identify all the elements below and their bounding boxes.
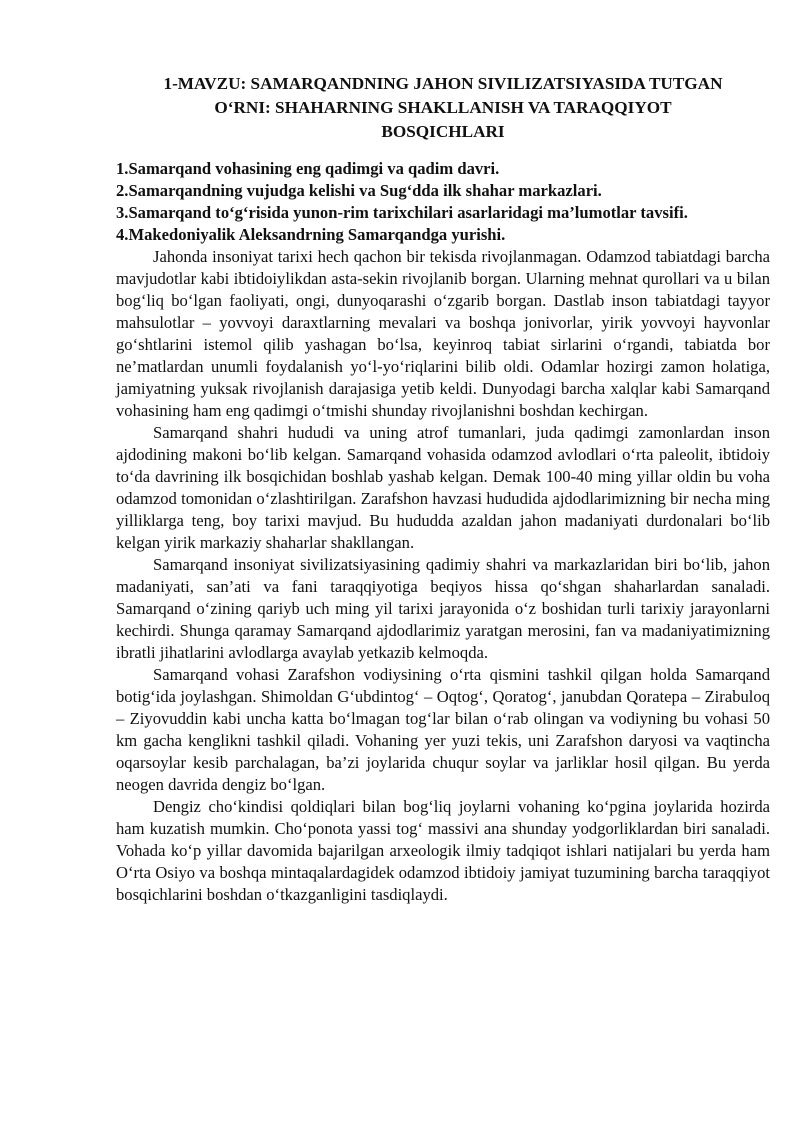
paragraph: Dengiz cho‘kindisi qoldiqlari bilan bog‘liq joylarni vohaning ko‘pgina joylarida hozirda ham kuzatish mumkin. Cho‘ponota yassi tog‘ massivi ana shunday yodgorliklardan biri sanaladi. Vohada ko‘p yillar davomida bajarilgan arxeologik ilmiy tadqiqot ishlari natijalari bu yerda ham O‘rta Osiyo va boshqa mintaqalardagidek odamzod ibtidoiy jamiyat tuzumining barcha taraqqiyot bosqichlarini boshdan o‘tkazganligini tasdiqlaydi. bbox=[116, 797, 770, 904]
topic-item: 4.Makedoniyalik Aleksandrning Samarqandga yurishi. bbox=[116, 225, 506, 244]
paragraph: Jahonda insoniyat tarixi hech qachon bir tekisda rivojlanmagan. Odamzod tabiatdagi barcha mavjudotlar kabi ibtidoiylikdan asta-sekin rivojlanib borgan. Ularning mehnat qurollari va u bilan bog‘liq bo‘lgan faoliyati, ongi, dunyoqarashi o‘zgarib borgan. Dastlab inson tabiatdagi tayyor mahsulotlar – yovvoyi daraxtlarning mevalari va boshqa jonivorlar, yirik yovvoyi hayvonlar go‘shtlarini istemol qilib yashagan bo‘lsa, keyinroq tabiat sirlarini o‘rgandi, tabiatda bor ne’matlardan unumli foydalanish yo‘l-yo‘riqlarini bilib oldi. Odamlar hozirgi zamon holatiga, jamiyatning yuksak rivojlanish darajasiga yetib keldi. Dunyodagi barcha xalqlar kabi Samarqand vohasining ham eng qadimgi o‘tmishi shunday rivojlanishni boshdan kechirgan. bbox=[116, 247, 770, 420]
document-title bbox=[116, 72, 770, 144]
topic-item: 3.Samarqand to‘g‘risida yunon-rim tarixchilari asarlaridagi ma’lumotlar tavsifi. bbox=[116, 203, 688, 222]
paragraph: Samarqand vohasi Zarafshon vodiysining o‘rta qismini tashkil qilgan holda Samarqand botig‘ida joylashgan. Shimoldan G‘ubdintog‘ – Oqtog‘, Qoratog‘, janubdan Qoratepa – Zirabuloq – Ziyovuddin kabi uncha katta bo‘lmagan tog‘lar bilan o‘rab olingan va vodiyning bu vohasi 50 km gacha kenglikni tashkil qiladi. Vohaning yer yuzi tekis, uni Zarafshon daryosi va vaqtincha oqarsoylar kesib parchalagan, ba’zi joylarida chuqur soylar va jarliklar hosil qilgan. Bu yerda neogen davrida dengiz bo‘lgan. bbox=[116, 665, 770, 794]
topic-item: 2.Samarqandning vujudga kelishi va Sug‘dda ilk shahar markazlari. bbox=[116, 181, 602, 200]
topic-list bbox=[116, 158, 770, 246]
body-text bbox=[116, 246, 770, 906]
title-line: BOSQICHLARI bbox=[381, 122, 505, 141]
document-page bbox=[116, 72, 770, 906]
topic-item: 1.Samarqand vohasining eng qadimgi va qadim davri. bbox=[116, 159, 500, 178]
paragraph: Samarqand shahri hududi va uning atrof tumanlari, juda qadimgi zamonlardan inson ajdodining makoni bo‘lib kelgan. Samarqand vohasida odamzod avlodlari o‘rta paleolit, ibtidoiy to‘da davrining ilk bosqichidan boshlab yashab kelgan. Demak 100-40 ming yillar oldin bu voha odamzod tomonidan o‘zlashtirilgan. Zarafshon havzasi hududida ajdodlarimizning bir necha ming yilliklarga teng, boy tarixi mavjud. Bu hududda azaldan jahon madaniyati durdonalari bo‘lib kelgan yirik markaziy shaharlar shakllangan. bbox=[116, 423, 770, 552]
title-line: 1-MAVZU: SAMARQANDNING JAHON SIVILIZATSIYASIDA TUTGAN bbox=[163, 74, 723, 93]
title-line: O‘RNI: SHAHARNING SHAKLLANISH VA TARAQQIYOT bbox=[214, 98, 672, 117]
paragraph: Samarqand insoniyat sivilizatsiyasining qadimiy shahri va markazlaridan biri bo‘lib, jahon madaniyati, san’ati va fani taraqqiyotiga beqiyos hissa qo‘shgan shaharlardan sanaladi. Samarqand o‘zining qariyb uch ming yil tarixi jarayonida o‘z boshidan turli tarixiy jarayonlarni kechirdi. Shunga qaramay Samarqand ajdodlarimiz yaratgan merosini, fan va madaniyatimizning ibratli jihatlarini avlodlarga avaylab yetkazib kelmoqda. bbox=[116, 555, 770, 662]
